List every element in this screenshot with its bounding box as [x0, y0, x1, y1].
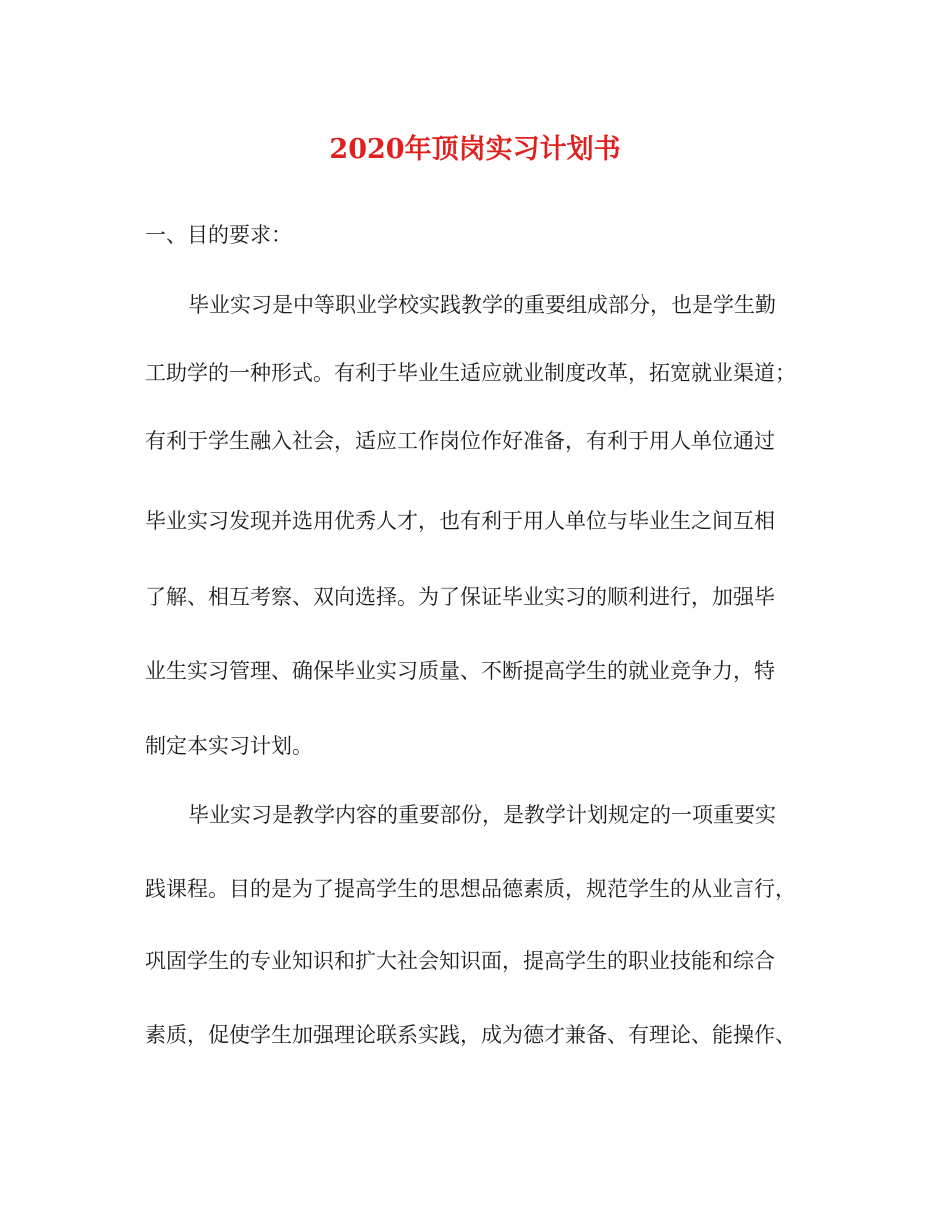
- paragraph-line: 毕业实习是教学内容的重要部份，是教学计划规定的一项重要实: [188, 803, 776, 827]
- paragraph-line: 巩固学生的专业知识和扩大社会知识面，提高学生的职业技能和综合: [145, 949, 775, 973]
- paragraph-line: 了解、相互考察、双向选择。为了保证毕业实习的顺利进行，加强毕: [145, 585, 775, 609]
- paragraph-line: 素质，促使学生加强理论联系实践，成为德才兼备、有理论、能操作、: [145, 1023, 796, 1047]
- paragraph-line: 业生实习管理、确保毕业实习质量、不断提高学生的就业竞争力，特: [145, 659, 775, 683]
- paragraph-line: 践课程。目的是为了提高学生的思想品德素质，规范学生的从业言行，: [145, 877, 796, 901]
- paragraph-line: 毕业实习发现并选用优秀人才，也有利于用人单位与毕业生之间互相: [145, 509, 775, 533]
- paragraph-line: 工助学的一种形式。有利于毕业生适应就业制度改革，拓宽就业渠道；: [145, 361, 796, 385]
- paragraph-line: 毕业实习是中等职业学校实践教学的重要组成部分，也是学生勤: [188, 293, 776, 317]
- document-title: 2020年顶岗实习计划书: [329, 134, 621, 165]
- paragraph-line: 制定本实习计划。: [145, 734, 313, 758]
- section-heading: 一、目的要求：: [145, 223, 292, 247]
- paragraph-line: 有利于学生融入社会，适应工作岗位作好准备，有利于用人单位通过: [145, 429, 775, 453]
